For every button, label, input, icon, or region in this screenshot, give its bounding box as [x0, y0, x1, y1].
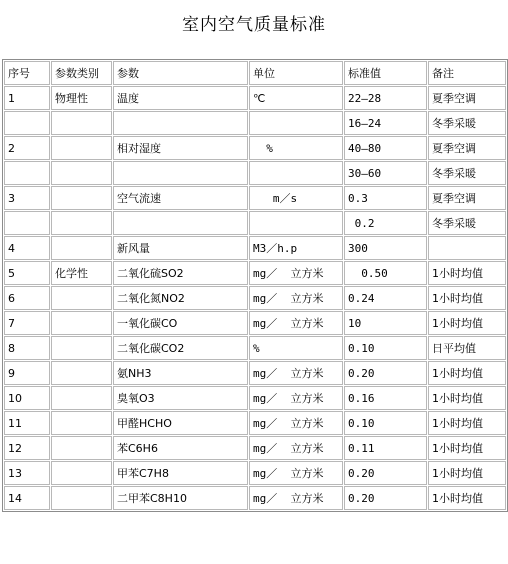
- table-row: [4, 286, 506, 310]
- cell-standard-value: 22—28: [344, 86, 427, 110]
- cell-remark: 冬季采暖: [428, 211, 506, 235]
- cell-unit: mg／ 立方米: [249, 486, 343, 510]
- cell-category: 物理性: [51, 86, 112, 110]
- cell-index: [4, 111, 50, 135]
- cell-remark: 1小时均值: [428, 286, 506, 310]
- standards-table: [2, 59, 508, 512]
- cell-remark: 夏季空调: [428, 86, 506, 110]
- cell-remark: 1小时均值: [428, 361, 506, 385]
- table-row: [4, 461, 506, 485]
- header-parameter: 参数: [113, 61, 248, 85]
- cell-remark: 1小时均值: [428, 386, 506, 410]
- cell-parameter: [113, 111, 248, 135]
- cell-index: 1: [4, 86, 50, 110]
- cell-parameter: 苯C6H6: [113, 436, 248, 460]
- table-row: [4, 311, 506, 335]
- cell-standard-value: 0.50: [344, 261, 427, 285]
- cell-unit: %: [249, 136, 343, 160]
- cell-unit: mg／ 立方米: [249, 311, 343, 335]
- table-row: [4, 111, 506, 135]
- cell-category: [51, 111, 112, 135]
- cell-standard-value: 0.16: [344, 386, 427, 410]
- cell-category: [51, 361, 112, 385]
- cell-standard-value: 0.20: [344, 486, 427, 510]
- cell-remark: 冬季采暖: [428, 111, 506, 135]
- cell-index: 10: [4, 386, 50, 410]
- table-row: [4, 386, 506, 410]
- cell-standard-value: 0.10: [344, 336, 427, 360]
- cell-index: 8: [4, 336, 50, 360]
- cell-remark: 夏季空调: [428, 186, 506, 210]
- cell-category: [51, 286, 112, 310]
- cell-category: [51, 161, 112, 185]
- cell-index: 6: [4, 286, 50, 310]
- cell-standard-value: 30—60: [344, 161, 427, 185]
- cell-index: 4: [4, 236, 50, 260]
- cell-standard-value: 0.20: [344, 361, 427, 385]
- header-remark: 备注: [428, 61, 506, 85]
- table-row: [4, 236, 506, 260]
- cell-unit: mg／ 立方米: [249, 261, 343, 285]
- cell-standard-value: 300: [344, 236, 427, 260]
- cell-category: [51, 236, 112, 260]
- cell-standard-value: 0.2: [344, 211, 427, 235]
- cell-standard-value: 16—24: [344, 111, 427, 135]
- cell-category: 化学性: [51, 261, 112, 285]
- cell-category: [51, 386, 112, 410]
- cell-index: 11: [4, 411, 50, 435]
- cell-unit: [249, 161, 343, 185]
- cell-remark: 日平均值: [428, 336, 506, 360]
- table-row: [4, 211, 506, 235]
- cell-standard-value: 0.24: [344, 286, 427, 310]
- cell-parameter: 相对湿度: [113, 136, 248, 160]
- cell-category: [51, 136, 112, 160]
- cell-parameter: 二氧化碳CO2: [113, 336, 248, 360]
- table-row: [4, 361, 506, 385]
- cell-index: [4, 161, 50, 185]
- cell-parameter: 二氧化硫SO2: [113, 261, 248, 285]
- table-row: [4, 411, 506, 435]
- cell-index: 2: [4, 136, 50, 160]
- table-row: [4, 186, 506, 210]
- cell-remark: 1小时均值: [428, 411, 506, 435]
- cell-parameter: 二氧化氮NO2: [113, 286, 248, 310]
- cell-remark: 冬季采暖: [428, 161, 506, 185]
- cell-standard-value: 0.3: [344, 186, 427, 210]
- cell-unit: ℃: [249, 86, 343, 110]
- cell-remark: 1小时均值: [428, 461, 506, 485]
- cell-unit: mg／ 立方米: [249, 361, 343, 385]
- table-body: [4, 86, 506, 510]
- table-row: [4, 436, 506, 460]
- cell-standard-value: 0.20: [344, 461, 427, 485]
- table-row: [4, 336, 506, 360]
- cell-standard-value: 0.10: [344, 411, 427, 435]
- cell-index: 9: [4, 361, 50, 385]
- cell-standard-value: 40—80: [344, 136, 427, 160]
- cell-index: [4, 211, 50, 235]
- cell-parameter: [113, 211, 248, 235]
- table-row: [4, 261, 506, 285]
- table-row: [4, 136, 506, 160]
- cell-parameter: 臭氧O3: [113, 386, 248, 410]
- cell-category: [51, 211, 112, 235]
- header-standard-value: 标准值: [344, 61, 427, 85]
- cell-unit: mg／ 立方米: [249, 411, 343, 435]
- cell-parameter: 甲醛HCHO: [113, 411, 248, 435]
- table-row: [4, 486, 506, 510]
- cell-parameter: 甲苯C7H8: [113, 461, 248, 485]
- cell-category: [51, 436, 112, 460]
- table-row: [4, 86, 506, 110]
- cell-unit: m／s: [249, 186, 343, 210]
- cell-remark: 1小时均值: [428, 261, 506, 285]
- cell-parameter: 空气流速: [113, 186, 248, 210]
- cell-unit: mg／ 立方米: [249, 286, 343, 310]
- cell-index: 5: [4, 261, 50, 285]
- header-unit: 单位: [249, 61, 343, 85]
- cell-standard-value: 0.11: [344, 436, 427, 460]
- cell-parameter: 一氧化碳CO: [113, 311, 248, 335]
- header-index: 序号: [4, 61, 50, 85]
- cell-remark: 夏季空调: [428, 136, 506, 160]
- cell-index: 13: [4, 461, 50, 485]
- cell-index: 14: [4, 486, 50, 510]
- cell-unit: [249, 111, 343, 135]
- cell-unit: %: [249, 336, 343, 360]
- header-category: 参数类别: [51, 61, 112, 85]
- table-row: [4, 161, 506, 185]
- cell-index: 7: [4, 311, 50, 335]
- cell-unit: M3／h.p: [249, 236, 343, 260]
- header-row: [4, 61, 506, 85]
- cell-category: [51, 461, 112, 485]
- cell-parameter: 温度: [113, 86, 248, 110]
- cell-unit: mg／ 立方米: [249, 386, 343, 410]
- cell-remark: [428, 236, 506, 260]
- cell-category: [51, 486, 112, 510]
- cell-remark: 1小时均值: [428, 436, 506, 460]
- cell-remark: 1小时均值: [428, 486, 506, 510]
- page-title: 室内空气质量标准: [182, 15, 326, 35]
- cell-unit: mg／ 立方米: [249, 461, 343, 485]
- cell-parameter: 氨NH3: [113, 361, 248, 385]
- cell-category: [51, 311, 112, 335]
- cell-unit: [249, 211, 343, 235]
- cell-parameter: 二甲苯C8H10: [113, 486, 248, 510]
- cell-standard-value: 10: [344, 311, 427, 335]
- cell-parameter: 新风量: [113, 236, 248, 260]
- cell-category: [51, 336, 112, 360]
- cell-category: [51, 411, 112, 435]
- cell-index: 3: [4, 186, 50, 210]
- cell-parameter: [113, 161, 248, 185]
- cell-category: [51, 186, 112, 210]
- cell-index: 12: [4, 436, 50, 460]
- cell-unit: mg／ 立方米: [249, 436, 343, 460]
- cell-remark: 1小时均值: [428, 311, 506, 335]
